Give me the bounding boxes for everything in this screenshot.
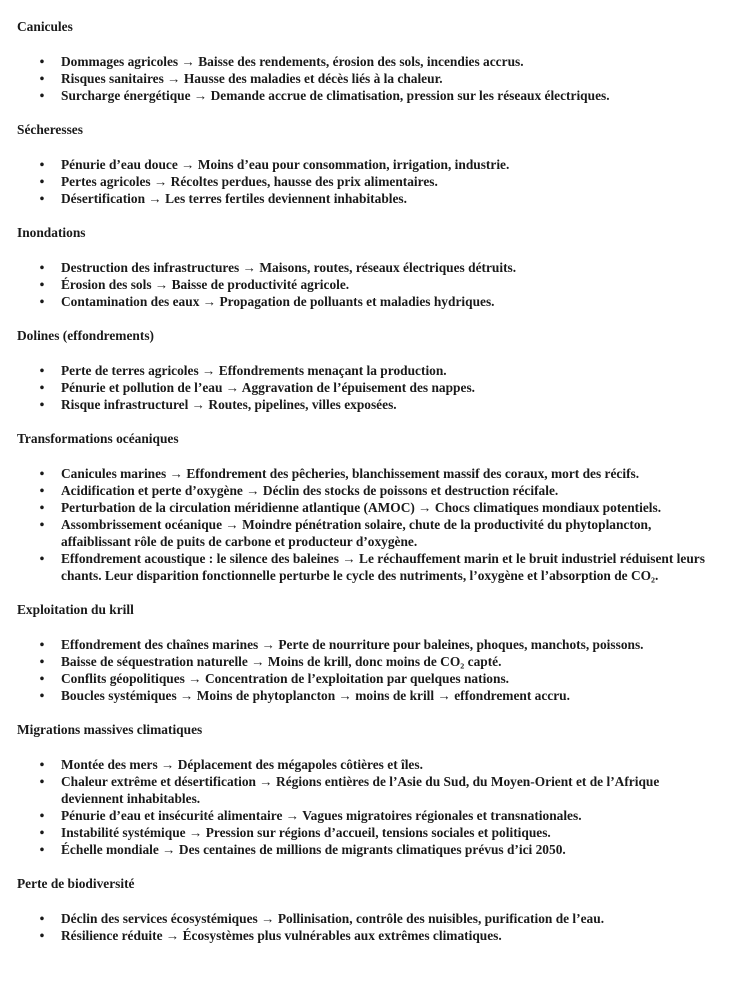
bullet-dot-icon: • [39,517,45,532]
list-item [17,773,715,807]
bullet-dot-icon: • [39,551,45,566]
section-heading: Sécheresses [17,122,83,137]
list-item [17,687,715,704]
list-item-text: Pénurie d’eau douce → Moins d’eau pour consommation, irrigation, industrie. [61,157,510,172]
bullet-dot-icon: • [39,483,45,498]
list-item [17,550,715,584]
list-item [17,190,715,207]
list-item [17,807,715,824]
bullet-dot-icon: • [39,500,45,515]
bullet-dot-icon: • [39,808,45,823]
section [17,721,715,858]
bullet-dot-icon: • [39,380,45,395]
bullet-dot-icon: • [39,825,45,840]
list-item-text: Pertes agricoles → Récoltes perdues, hausse des prix alimentaires. [61,174,438,189]
list-item-text: Risques sanitaires → Hausse des maladies et décès liés à la chaleur. [61,71,443,86]
list-item-text: Destruction des infrastructures → Maisons, routes, réseaux électriques détruits. [61,260,517,275]
list-item [17,465,715,482]
list-item [17,482,715,499]
list-item-text: Déclin des services écosystémiques → Pollinisation, contrôle des nuisibles, purification de l’eau. [61,911,605,926]
bullet-list [17,156,715,207]
bullet-dot-icon: • [39,174,45,189]
bullet-list [17,53,715,104]
list-item-text: Dommages agricoles → Baisse des rendements, érosion des sols, incendies accrus. [61,54,524,69]
section [17,18,715,104]
section-heading: Dolines (effondrements) [17,328,154,343]
bullet-dot-icon: • [39,911,45,926]
list-item-text: Baisse de séquestration naturelle → Moins de krill, donc moins de CO₂ capté. [61,654,502,669]
list-item-text: Instabilité systémique → Pression sur régions d’accueil, tensions sociales et politiques. [61,825,551,840]
list-item [17,756,715,773]
bullet-dot-icon: • [39,88,45,103]
section [17,875,715,944]
bullet-dot-icon: • [39,363,45,378]
bullet-dot-icon: • [39,637,45,652]
list-item [17,379,715,396]
list-item-text: Désertification → Les terres fertiles deviennent inhabitables. [61,191,407,206]
bullet-dot-icon: • [39,842,45,857]
list-item-text: Acidification et perte d’oxygène → Déclin des stocks de poissons et destruction récifale. [61,483,559,498]
section-heading: Exploitation du krill [17,602,134,617]
list-item [17,670,715,687]
list-item-text: Pénurie et pollution de l’eau → Aggravation de l’épuisement des nappes. [61,380,476,395]
bullet-dot-icon: • [39,774,45,789]
bullet-dot-icon: • [39,191,45,206]
bullet-dot-icon: • [39,688,45,703]
list-item-text: Résilience réduite → Écosystèmes plus vulnérables aux extrêmes climatiques. [61,928,502,943]
section [17,327,715,413]
list-item [17,841,715,858]
list-item-text: Perte de terres agricoles → Effondrements menaçant la production. [61,363,447,378]
list-item [17,499,715,516]
bullet-list [17,259,715,310]
list-item-text: Pénurie d’eau et insécurité alimentaire → Vagues migratoires régionales et transnationales. [61,808,582,823]
bullet-list [17,910,715,944]
bullet-dot-icon: • [39,397,45,412]
list-item [17,53,715,70]
section-heading: Canicules [17,19,73,34]
bullet-dot-icon: • [39,54,45,69]
section-heading: Inondations [17,225,86,240]
list-item [17,259,715,276]
bullet-dot-icon: • [39,294,45,309]
list-item [17,173,715,190]
bullet-dot-icon: • [39,654,45,669]
list-item [17,156,715,173]
list-item-text: Érosion des sols → Baisse de productivité agricole. [61,277,350,292]
list-item [17,362,715,379]
list-item-text: Perturbation de la circulation méridienne atlantique (AMOC) → Chocs climatiques mondiaux potentiels. [61,500,662,515]
bullet-dot-icon: • [39,466,45,481]
bullet-dot-icon: • [39,928,45,943]
list-item [17,824,715,841]
list-item-text: Contamination des eaux → Propagation de polluants et maladies hydriques. [61,294,495,309]
section [17,121,715,207]
bullet-dot-icon: • [39,757,45,772]
list-item-text: Montée des mers → Déplacement des mégapoles côtières et îles. [61,757,423,772]
section-heading: Transformations océaniques [17,431,179,446]
list-item [17,70,715,87]
section [17,601,715,704]
list-item-text: Boucles systémiques → Moins de phytoplancton → moins de krill → effondrement accru. [61,688,570,703]
bullet-list [17,362,715,413]
list-item-text: Surcharge énergétique → Demande accrue de climatisation, pression sur les réseaux électriques. [61,88,610,103]
bullet-list [17,465,715,584]
list-item [17,636,715,653]
bullet-dot-icon: • [39,671,45,686]
section-heading: Migrations massives climatiques [17,722,203,737]
list-item [17,396,715,413]
bullet-list [17,636,715,704]
list-item [17,87,715,104]
list-item [17,927,715,944]
list-item [17,276,715,293]
list-item-text: Chaleur extrême et désertification → Régions entières de l’Asie du Sud, du Moyen-Orient et de l’Afrique deviennent inhabitables. [61,774,660,806]
list-item-text: Effondrement des chaînes marines → Perte de nourriture pour baleines, phoques, manchots, poissons. [61,637,644,652]
list-item-text: Risque infrastructurel → Routes, pipelines, villes exposées. [61,397,397,412]
section [17,430,715,584]
bullet-dot-icon: • [39,260,45,275]
bullet-list [17,756,715,858]
list-item-text: Assombrissement océanique → Moindre pénétration solaire, chute de la productivité du phytoplancton, affaiblissant rôle de puits de carbone et producteur d’oxygène. [61,517,652,549]
list-item-text: Canicules marines → Effondrement des pêcheries, blanchissement massif des coraux, mort des récifs. [61,466,640,481]
list-item-text: Effondrement acoustique : le silence des baleines → Le réchauffement marin et le bruit industriel réduisent leurs chants. Leur disparition fonctionnelle perturbe le cycle des nutriments, l’oxygène et l’absorption de CO₂. [61,551,705,583]
list-item [17,653,715,670]
list-item-text: Échelle mondiale → Des centaines de millions de migrants climatiques prévus d’ici 2050. [61,842,566,857]
list-item [17,516,715,550]
section [17,224,715,310]
list-item [17,910,715,927]
bullet-dot-icon: • [39,71,45,86]
bullet-dot-icon: • [39,277,45,292]
section-heading: Perte de biodiversité [17,876,135,891]
list-item-text: Conflits géopolitiques → Concentration de l’exploitation par quelques nations. [61,671,510,686]
bullet-dot-icon: • [39,157,45,172]
list-item [17,293,715,310]
